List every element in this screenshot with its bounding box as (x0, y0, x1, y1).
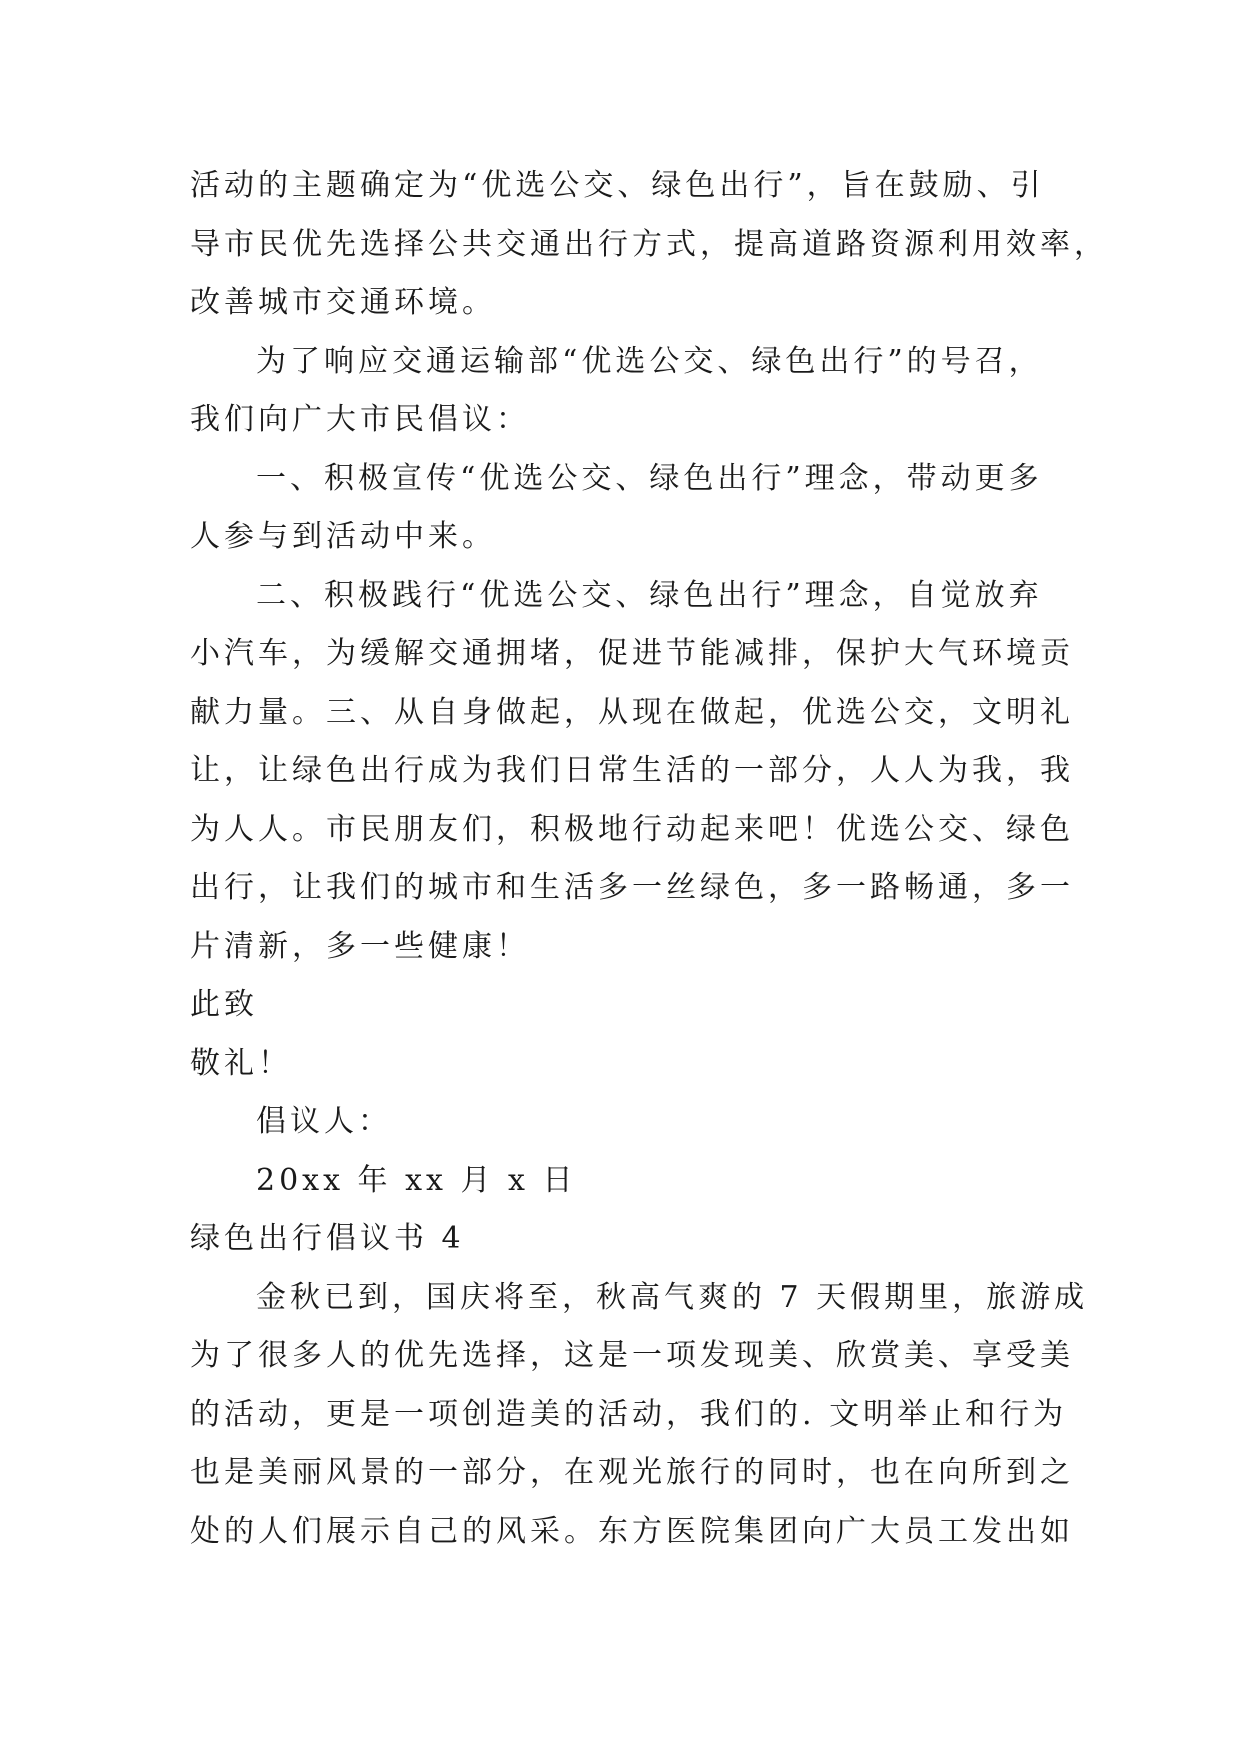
text-line: 人参与到活动中来。 (190, 519, 496, 554)
proposal-item-1: 一、积极宣传“优选公交、绿色出行”理念，带动更多 (256, 461, 1043, 496)
salutation-line: 此致 (190, 987, 258, 1022)
text-line: 也是美丽风景的一部分，在观光旅行的同时，也在向所到之 (190, 1455, 1074, 1490)
text-line: 的活动，更是一项创造美的活动，我们的. 文明举止和行为 (190, 1397, 1068, 1432)
text-line: 出行，让我们的城市和生活多一丝绿色，多一路畅通，多一 (190, 870, 1074, 905)
text-line: 活动的主题确定为“优选公交、绿色出行”，旨在鼓励、引 (190, 168, 1045, 203)
text-line: 片清新，多一些健康！ (190, 929, 530, 964)
text-line: 小汽车，为缓解交通拥堵，促进节能减排，保护大气环境贡 (190, 636, 1074, 671)
paragraph-start-line: 为了响应交通运输部“优选公交、绿色出行”的号召， (256, 344, 1043, 379)
text-line: 我们向广大市民倡议： (190, 402, 530, 437)
paragraph-start-line: 金秋已到，国庆将至，秋高气爽的 7 天假期里，旅游成 (256, 1280, 1089, 1315)
date-line: 20xx 年 xx 月 x 日 (256, 1163, 577, 1198)
text-line: 为人人。市民朋友们，积极地行动起来吧！优选公交、绿色 (190, 812, 1074, 847)
closing-line: 敬礼！ (190, 1046, 292, 1081)
section-title: 绿色出行倡议书 4 (190, 1221, 465, 1256)
text-line: 为了很多人的优先选择，这是一项发现美、欣赏美、享受美 (190, 1338, 1074, 1373)
text-line: 处的人们展示自己的风采。东方医院集团向广大员工发出如 (190, 1514, 1074, 1549)
text-line: 导市民优先选择公共交通出行方式，提高道路资源利用效率， (190, 227, 1108, 262)
text-line: 让，让绿色出行成为我们日常生活的一部分，人人为我，我 (190, 753, 1074, 788)
text-line: 改善城市交通环境。 (190, 285, 496, 320)
proposal-item-2: 二、积极践行“优选公交、绿色出行”理念，自觉放弃 (256, 578, 1043, 613)
signer-label: 倡议人： (256, 1104, 392, 1139)
text-line: 献力量。三、从自身做起，从现在做起，优选公交，文明礼 (190, 695, 1074, 730)
